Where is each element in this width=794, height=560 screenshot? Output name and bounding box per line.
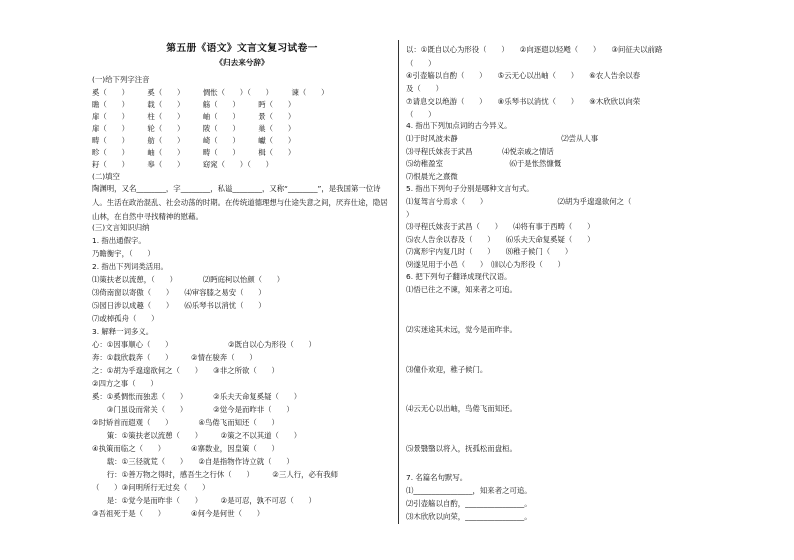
question-line: ②时矫首而遐观（ ） ④鸟倦飞而知还（ ） — [92, 418, 279, 427]
question-line: ④执策而临之（ ） ④寨数业，因皇策（ ） — [92, 444, 279, 453]
question-line: 以：①既自以心为形役（ ） ②向逐遐以轻飏（ ） ③问征夫以前路 — [406, 45, 663, 54]
question-line: ⑸农人告余以春及（ ） ⑹乐夫天命复奚疑（ ） — [406, 235, 595, 244]
question-line: ⑺寓形宇内复几时（ ） ⑻稚子候门（ ） — [406, 247, 573, 256]
question-line: ③吾祖死于是（ ） ④何今是何世（ ） — [92, 509, 265, 518]
question-line: 心：①因事顺心（ ） ②既自以心为形役（ ） — [92, 340, 316, 349]
question-line: ⑴复驾言兮焉求（ ） ⑵胡为乎遑遑欲何之（ — [406, 197, 632, 206]
page-title: 第五册《语文》文言文复习试卷一 — [166, 43, 318, 54]
translation-item: ⑵实迷途其未远，觉今是而昨非。 — [406, 325, 517, 334]
page-subtitle: 《归去来兮辞》 — [215, 58, 269, 67]
column-divider — [398, 40, 399, 524]
question-line: 瞻（ ） 载（ ） 觞（ ） 眄（ ） — [92, 100, 296, 109]
question-line: 耔（ ） 皋（ ） 窈窕（ ）（ ） — [92, 160, 274, 169]
question-line: ④引壶觞以自酌（ ） ⑤云无心以出岫（ ） ⑥农人告余以春 — [406, 71, 641, 80]
question-line: 1. 指出通假字。 — [92, 236, 146, 245]
question-line: 载：①三径就荒（ ） ②自是指物作诗立就（ ） — [92, 457, 294, 466]
translation-item: ⑸景翳翳以将入，抚孤松而盘桓。 — [406, 444, 517, 453]
fill-blank-paragraph: 陶渊明，又名________，字________，私谥________，又称“________”，是我国第一位诗人。生活在政治混乱、社会动荡的时期。在传统道德理想与仕途失意之间，厌弃仕途，隐居山林，在自然中寻找精神的慰藉。 — [92, 184, 388, 221]
question-line: ⑶寻程氏妹丧于武昌（ ） ⑷将有事于西畴（ ） — [406, 222, 595, 231]
question-line: ⑴于时风波未静 ⑵尝从人事 — [406, 134, 599, 143]
question-line: 奚（ ） 奚（ ） 惆怅（ ）（ ） 谏（ ） — [92, 88, 329, 97]
translation-item: ⑴悟已往之不谏，知来者之可追。 — [406, 285, 517, 294]
section-heading: 6. 把下列句子翻译成现代汉语。 — [406, 272, 512, 281]
dictation-item: ⑶木欣欣以向荣，________________。 — [406, 512, 532, 521]
dictation-item: ⑵引壶觞以自酌，________________。 — [406, 499, 532, 508]
question-line: ⑦请息交以绝游（ ） ⑧乐琴书以消忧（ ） ⑨木欣欣以向荣 — [406, 97, 641, 106]
question-line: 奚：①奚惆怅而独悲（ ） ②乐夫天命复奚疑（ ） — [92, 392, 302, 401]
question-line: 之：①胡为乎遑遑欲何之（ ） ③非之所欲（ ） — [92, 366, 279, 375]
question-line: ⑶寻程氏妹丧于武昌 ⑷悦亲戚之情话 — [406, 147, 554, 156]
question-line: ②四方之事（ ） — [92, 379, 158, 388]
section-heading: (一)给下列字注音 — [92, 75, 150, 84]
question-line: 畴（ ） 舫（ ） 崎（ ） 巘（ ） — [92, 136, 296, 145]
question-line: ⑸园日涉以成趣（ ） ⑹乐琴书以消忧（ ） — [92, 301, 266, 310]
translation-item: ⑶僮仆欢迎，稚子候门。 — [406, 365, 488, 374]
question-line: 乃瞻衡宇，（ ） — [92, 249, 155, 258]
question-line: 扉（ ） 柱（ ） 岫（ ） 景（ ） — [92, 112, 296, 121]
question-line: 奔：①载欣载奔（ ） ②情在骏奔（ ） — [92, 353, 257, 362]
question-line: 2. 指出下列词类活用。 — [92, 262, 168, 271]
question-line: （ ）③问明所行无过矣（ ） — [92, 483, 210, 492]
question-line: （ ） — [406, 59, 436, 68]
question-line: ⑸幼稚盈室 ⑹于是怅然慷慨 — [406, 159, 562, 168]
question-line: （ ） — [406, 110, 436, 119]
question-line: 畛（ ） 岫（ ） 畴（ ） 楫（ ） — [92, 148, 296, 157]
section-heading: (三)文言知识归纳 — [92, 223, 150, 232]
section-heading: 4. 指出下列加点词的古今异义。 — [406, 121, 512, 130]
question-line: 策：①策扶老以流憩（ ） ②策之不以其道（ ） — [92, 431, 302, 440]
section-heading: (二)填空 — [92, 172, 120, 181]
dictation-item: ⑴________________，知来者之可追。 — [406, 486, 532, 495]
question-line: ⑺恨晨光之熹微 — [406, 172, 458, 181]
translation-item: ⑷云无心以出岫，鸟倦飞而知还。 — [406, 404, 517, 413]
question-line: ） — [406, 210, 414, 219]
question-line: 3. 解释一词多义。 — [92, 327, 154, 336]
question-line: 是：①觉今是而昨非（ ） ②是可忍，孰不可忍（ ） — [92, 496, 316, 505]
question-line: ③门虽设而常关（ ） ②觉今是而昨非（ ） — [92, 405, 294, 414]
question-line: ⑼遂见用于小邑（ ） ⑽以心为形役（ ） — [406, 260, 565, 269]
question-line: 行：①善万物之得时，感吾生之行休（ ） ②三人行，必有我师 — [92, 470, 339, 479]
section-heading: 5. 指出下列句子分别是哪种文言句式。 — [406, 184, 534, 193]
question-line: ⑴策扶老以流憩，（ ） ⑵眄庭柯以怡颜（ ） — [92, 275, 285, 284]
question-line: ⑺或棹孤舟（ ） — [92, 314, 159, 323]
question-line: 及（ ） — [406, 84, 443, 93]
question-line: 扉（ ） 轮（ ） 陂（ ） 巢（ ） — [92, 124, 296, 133]
question-line: ⑶倚南窗以寄傲（ ） ⑷审容膝之易安（ ） — [92, 288, 266, 297]
section-heading: 7. 名篇名句默写。 — [406, 473, 468, 482]
